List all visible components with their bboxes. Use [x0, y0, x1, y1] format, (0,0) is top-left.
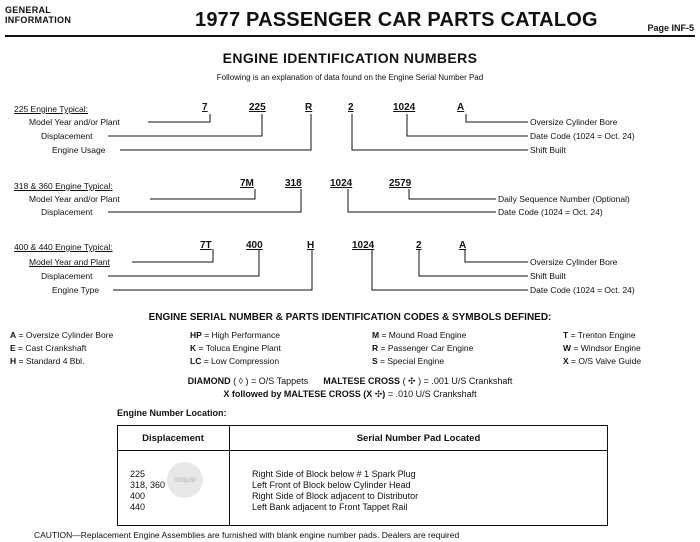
d1-code-year: 7 — [202, 102, 208, 113]
d1-code-usage: R — [305, 102, 313, 113]
d3-line-date — [372, 249, 528, 290]
d1-code-oversize: A — [457, 102, 465, 113]
d1-line-displacement — [108, 114, 262, 136]
d1-label-displacement: Displacement — [41, 131, 93, 141]
location-col-pad-header: Serial Number Pad Located — [230, 426, 608, 451]
d2-label-date: Date Code (1024 = Oct. 24) — [498, 207, 603, 217]
d1-line-date — [407, 114, 528, 136]
d1-label-shift: Shift Built — [530, 145, 566, 155]
d2-label-model-year: Model Year and/or Plant — [29, 194, 120, 204]
diagram1-heading: 225 Engine Typical: — [14, 104, 89, 114]
legend-item: K = Toluca Engine Plant — [190, 343, 281, 353]
x-maltese-symbol: (X ✣) — [363, 389, 386, 399]
legend-item: LC = Low Compression — [190, 356, 280, 366]
d2-code-displacement: 318 — [285, 178, 302, 189]
legend-item: E = Cast Crankshaft — [10, 343, 87, 353]
legend-item: X = O/S Valve Guide — [563, 356, 642, 366]
d2-label-sequence: Daily Sequence Number (Optional) — [498, 194, 630, 204]
symbol-definitions-line2 — [0, 389, 700, 400]
d2-line-date — [348, 189, 496, 212]
page-title: 1977 PASSENGER CAR PARTS CATALOG — [195, 9, 598, 31]
legend-item: R = Passenger Car Engine — [372, 343, 474, 353]
d1-label-date: Date Code (1024 = Oct. 24) — [530, 131, 635, 141]
legend-title: ENGINE SERIAL NUMBER & PARTS IDENTIFICATION CODES & SYMBOLS DEFINED: — [148, 312, 552, 323]
legend-item: A = Oversize Cylinder Bore — [10, 330, 114, 340]
location-title: Engine Number Location: — [117, 408, 227, 418]
d2-code-year: 7M — [240, 178, 254, 189]
d1-code-date: 1024 — [393, 102, 416, 113]
d1-line-model-year — [148, 114, 210, 122]
legend-column-4 — [563, 329, 641, 368]
legend-item: HP = High Performance — [190, 330, 281, 340]
d3-code-year: 7T — [200, 240, 212, 251]
d3-label-oversize: Oversize Cylinder Bore — [530, 257, 618, 267]
diagram3-heading: 400 & 440 Engine Typical: — [14, 242, 113, 252]
d3-code-displacement: 400 — [246, 240, 263, 251]
legend-item: S = Special Engine — [372, 356, 445, 366]
d2-code-sequence: 2579 — [389, 178, 412, 189]
section-title: ENGINE IDENTIFICATION NUMBERS — [222, 50, 478, 66]
section-subtitle: Following is an explanation of data found on the Engine Serial Number Pad — [216, 73, 484, 82]
header-left-line1: GENERAL — [5, 5, 52, 15]
d1-line-oversize — [466, 114, 528, 122]
legend-item: H = Standard 4 Bbl. — [10, 356, 85, 366]
caution-note: CAUTION—Replacement Engine Assemblies are furnished with blank engine number pads. Dealers are required — [34, 530, 460, 540]
d1-line-shift — [352, 114, 528, 150]
location-pad-cell: Right Side of Block below # 1 Spark Plug Left Front of Block below Cylinder Head Right Side of Block adjacent to Distributor Left Bank adjacent to Front Tappet Rail — [252, 469, 419, 512]
legend-column-1 — [10, 329, 113, 368]
d3-label-model-year: Model Year and Plant — [29, 257, 110, 267]
legend-item: W = Windsor Engine — [563, 343, 641, 353]
d3-code-oversize: A — [459, 240, 467, 251]
header-left-line2: INFORMATION — [5, 15, 72, 25]
d2-line-displacement — [108, 189, 301, 212]
mopar-watermark-logo: mopar — [167, 462, 203, 498]
d2-line-model-year — [150, 189, 255, 199]
legend-item: T = Trenton Engine — [563, 330, 636, 340]
x-maltese-prefix: X followed by MALTESE CROSS — [223, 389, 361, 399]
symbol-definitions-line1 — [0, 376, 700, 387]
maltese-label: MALTESE CROSS — [323, 376, 401, 386]
x-maltese-text: = .010 U/S Crankshaft — [387, 389, 477, 399]
d3-label-displacement: Displacement — [41, 271, 93, 281]
d3-line-oversize — [465, 249, 528, 262]
d1-label-oversize: Oversize Cylinder Bore — [530, 117, 618, 127]
d1-label-usage: Engine Usage — [52, 145, 106, 155]
legend-column-3 — [372, 329, 473, 368]
d1-line-usage — [120, 114, 311, 150]
location-displacement-cell: 225 318, 360 400 440 — [118, 451, 230, 526]
d3-code-type: H — [307, 240, 315, 251]
d3-label-shift: Shift Built — [530, 271, 566, 281]
d2-label-displacement: Displacement — [41, 207, 93, 217]
page-number: Page INF-5 — [647, 23, 694, 33]
diagram2-heading: 318 & 360 Engine Typical: — [14, 181, 113, 191]
d3-label-type: Engine Type — [52, 285, 100, 295]
d1-code-displacement: 225 — [249, 102, 266, 113]
maltese-text: ( ✣ ) = .001 U/S Crankshaft — [402, 376, 513, 386]
d1-label-model-year: Model Year and/or Plant — [29, 117, 120, 127]
d3-code-shift: 2 — [416, 240, 422, 251]
diamond-text: ( ◊ ) = O/S Tappets — [233, 376, 309, 386]
legend-column-2 — [190, 329, 281, 368]
d2-code-date: 1024 — [330, 178, 353, 189]
d1-code-shift: 2 — [348, 102, 354, 113]
d3-code-date: 1024 — [352, 240, 375, 251]
diamond-label: DIAMOND — [187, 376, 231, 386]
legend-item: M = Mound Road Engine — [372, 330, 467, 340]
d2-line-sequence — [409, 189, 496, 199]
d3-label-date: Date Code (1024 = Oct. 24) — [530, 285, 635, 295]
location-col-displacement-header: Displacement — [118, 426, 230, 451]
